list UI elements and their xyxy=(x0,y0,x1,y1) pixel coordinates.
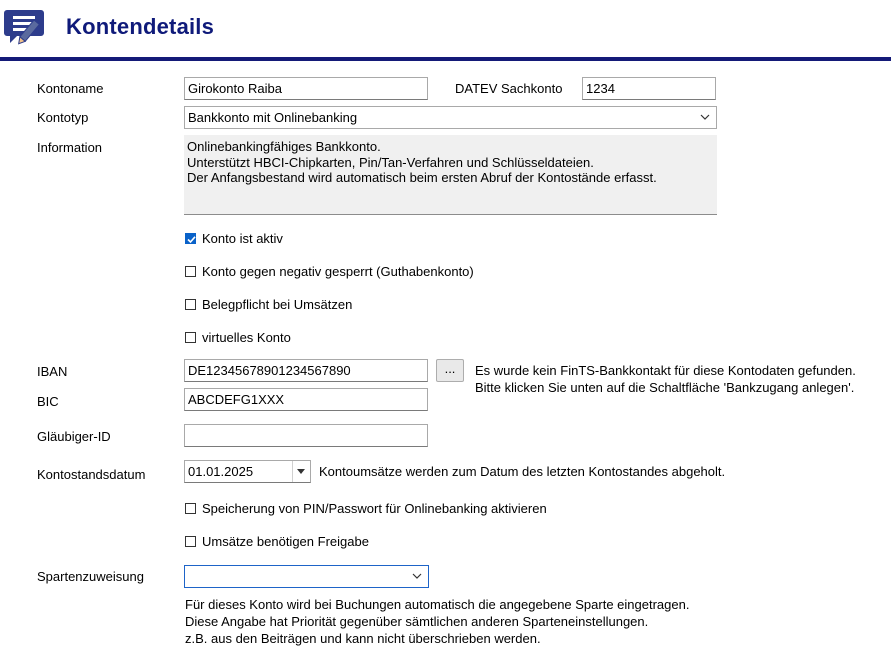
glaeubiger-input[interactable] xyxy=(184,424,428,447)
checkbox-label: virtuelles Konto xyxy=(202,330,291,345)
bic-input[interactable]: ABCDEFG1XXX xyxy=(184,388,428,411)
glaeubiger-label: Gläubiger-ID xyxy=(37,429,111,444)
kontostandsdatum-value: 01.01.2025 xyxy=(188,464,254,479)
sparten-note-line: Für dieses Konto wird bei Buchungen automatisch die angegebene Sparte eingetragen. xyxy=(185,597,690,612)
checkbox-icon[interactable] xyxy=(185,299,196,310)
kontotyp-label: Kontotyp xyxy=(37,110,89,125)
checkbox-label: Konto gegen negativ gesperrt (Guthabenkonto) xyxy=(202,264,474,279)
header xyxy=(0,0,891,62)
kontoname-input[interactable]: Girokonto Raiba xyxy=(184,77,428,100)
checkbox-konto-aktiv[interactable] xyxy=(185,231,283,246)
chevron-down-icon xyxy=(700,112,710,122)
kontoname-label: Kontoname xyxy=(37,81,104,96)
kontotyp-value: Bankkonto mit Onlinebanking xyxy=(188,110,358,125)
spartenzuweisung-select[interactable] xyxy=(184,565,429,588)
checkbox-umsaetze-freigabe[interactable] xyxy=(185,534,369,549)
checkbox-label: Konto ist aktiv xyxy=(202,231,283,246)
checkbox-pin-speicherung[interactable] xyxy=(185,501,547,516)
kontostandsdatum-picker[interactable] xyxy=(184,460,311,483)
kontostandsdatum-label: Kontostandsdatum xyxy=(37,467,146,482)
information-box xyxy=(184,135,717,215)
caret-down-icon xyxy=(297,469,305,474)
iban-browse-button[interactable]: ... xyxy=(436,359,464,382)
information-line: Onlinebankingfähiges Bankkonto. xyxy=(187,139,381,154)
page-title: Kontendetails xyxy=(66,14,215,39)
checkbox-label: Belegpflicht bei Umsätzen xyxy=(202,297,353,312)
checkbox-label: Umsätze benötigen Freigabe xyxy=(202,534,369,549)
header-divider xyxy=(0,57,891,61)
checkbox-checked-icon[interactable] xyxy=(185,233,196,244)
checkbox-icon[interactable] xyxy=(185,503,196,514)
spartenzuweisung-label: Spartenzuweisung xyxy=(37,569,144,584)
sparten-note-line: Diese Angabe hat Priorität gegenüber sämtlichen anderen Sparteneinstellungen. xyxy=(185,614,649,629)
datev-label: DATEV Sachkonto xyxy=(455,81,563,96)
checkbox-virtuelles-konto[interactable] xyxy=(185,330,291,345)
iban-input[interactable]: DE12345678901234567890 xyxy=(184,359,428,382)
datev-input[interactable]: 1234 xyxy=(582,77,716,100)
checkbox-icon[interactable] xyxy=(185,536,196,547)
checkbox-label: Speicherung von PIN/Passwort für Onlinebanking aktivieren xyxy=(202,501,547,516)
bic-label: BIC xyxy=(37,394,59,409)
edit-list-icon xyxy=(4,6,58,46)
checkbox-negativ-gesperrt[interactable] xyxy=(185,264,474,279)
information-line: Der Anfangsbestand wird automatisch beim ersten Abruf der Kontostände erfasst. xyxy=(187,170,657,185)
information-line: Unterstützt HBCI-Chipkarten, Pin/Tan-Verfahren und Schlüsseldateien. xyxy=(187,154,594,170)
kontotyp-select[interactable] xyxy=(184,106,717,129)
checkbox-icon[interactable] xyxy=(185,266,196,277)
iban-note-line: Bitte klicken Sie unten auf die Schaltfläche 'Bankzugang anlegen'. xyxy=(475,380,855,395)
date-dropdown-button[interactable] xyxy=(292,461,310,482)
information-label: Information xyxy=(37,140,103,155)
sparten-note-line: z.B. aus den Beiträgen und kann nicht überschrieben werden. xyxy=(185,631,541,646)
iban-note-line: Es wurde kein FinTS-Bankkontakt für diese Kontodaten gefunden. xyxy=(475,363,856,378)
checkbox-belegpflicht[interactable] xyxy=(185,297,352,312)
checkbox-icon[interactable] xyxy=(185,332,196,343)
chevron-down-icon xyxy=(412,571,422,581)
iban-label: IBAN xyxy=(37,364,68,379)
kontostandsdatum-note: Kontoumsätze werden zum Datum des letzten Kontostandes abgeholt. xyxy=(319,464,726,479)
